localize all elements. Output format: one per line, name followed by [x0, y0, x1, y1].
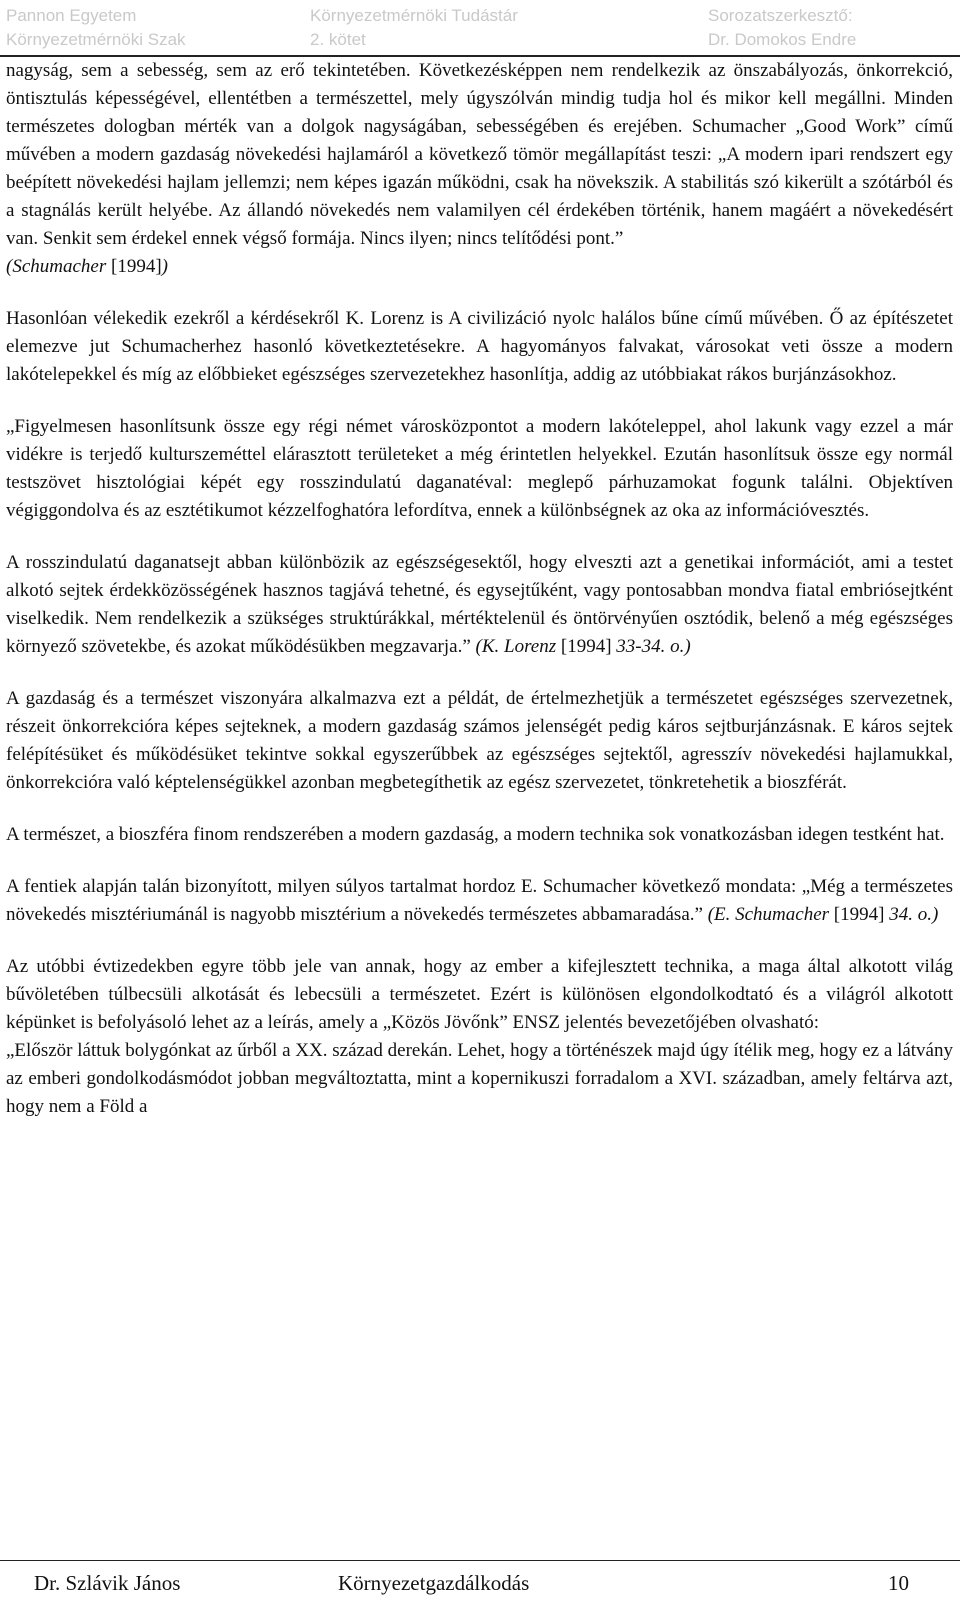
header-series-title: Környezetmérnöki Tudástár	[310, 6, 518, 25]
paragraph: „Figyelmesen hasonlítsunk össze egy régi német városközpontot a modern lakóteleppel, ahol lakunk vagy ezzel a már vidékre is terjedő kulturszeméttel elárasztott területeket a még érintetlen helyekkel. Ezután hasonlítsuk össze egy normál testszövet hisztológiai képét egy rosszindulatú daganatéval: meglepő párhuzamokat fogunk találni. Objektíven végiggondolva és az esztétikumot kézzelfoghatóra lefordítva, ennek a különbségnek az oka az információvesztés.	[6, 416, 953, 521]
page-header	[0, 0, 960, 52]
paragraph: Hasonlóan vélekedik ezekről a kérdésekről K. Lorenz is A civilizáció nyolc halálos bűne című művében. Ő az építészetet elemezve jut Schumacherhez hasonló következtetésekre. A hagyományos falvakat, városokat veti össze a modern lakótelepekkel és míg az előbbieket egészséges szervezetekhez hasonlítja, addig az utóbbiakat rákos burjánzásokhoz.	[6, 308, 953, 385]
header-series	[310, 4, 518, 52]
paragraph: Az utóbbi évtizedekben egyre több jele van annak, hogy az ember a kifejlesztett technika, a maga által alkotott világ bűvöletében túlbecsüli alkotását és lebecsüli a természetet. Ezért is különösen elgondolkodtató és a világról alkotott képünket is befolyásoló lehet az a leírás, amely a „Közös Jövőnk” ENSZ jelentés bevezetőjében olvasható:	[6, 956, 953, 1033]
page-footer	[0, 1560, 960, 1606]
citation: (K. Lorenz	[470, 636, 557, 657]
citation: (E. Schumacher	[702, 904, 830, 925]
paragraph: A fentiek alapján talán bizonyított, milyen súlyos tartalmat hordoz E. Schumacher következő mondata: „Még a természetes növekedés misztériumánál is nagyobb misztérium a növekedés természetes abbamaradása.” (E. Schumacher [1994] 34. o.)	[6, 876, 953, 925]
header-institution	[6, 4, 186, 52]
citation: (Schumacher	[6, 256, 107, 277]
header-university: Pannon Egyetem	[6, 6, 137, 25]
quote-paragraph: „Először láttuk bolygónkat az űrből a XX. század derekán. Lehet, hogy a történészek majd úgy ítélik meg, hogy ez a látvány az emberi gondolkodásmódot jobban megváltoztatta, mint a kopernikuszi forradalom a XVI. században, amely feltárva azt, hogy nem a Föld a	[6, 1040, 953, 1117]
page-number: 10	[888, 1571, 909, 1595]
page-body	[0, 57, 960, 1121]
paragraph: nagyság, sem a sebesség, sem az erő tekintetében. Következésképpen nem rendelkezik az önszabályozás, önkorrekció, öntisztulás képességével, ellentétben a természettel, mely úgyszólván mindig tudja hol és mikor kell megállni. Minden természetes dologban mérték van a dolgok nagyságában, sebességében és erejében. Schumacher „Good Work” című művében a modern gazdaság növekedési hajlamáról a következő tömör megállapítást teszi: „A modern ipari rendszert egy beépített növekedési hajlam jellemzi; nem képes igazán működni, csak ha növekszik. A stabilitás szó kikerült a szótárból és a stagnálás került helyébe. Az állandó növekedés nem valamilyen cél érdekében történik, hanem magáért a növekedésért van. Senkit sem érdekel ennek végső formája. Nincs ilyen; nincs telítődési pont.” (Schumacher [1994])	[6, 60, 953, 277]
footer-author: Dr. Szlávik János	[34, 1571, 181, 1595]
paragraph: A természet, a bioszféra finom rendszerében a modern gazdaság, a modern technika sok vonatkozásban idegen testként hat.	[6, 824, 945, 845]
paragraph: A gazdaság és a természet viszonyára alkalmazva ezt a példát, de értelmezhetjük a természetet egészséges szervezetnek, részeit önkorrekcióra képes sejteknek, a modern gazdaság számos jelenségét pedig káros sejtburjánzásnak. E káros sejtek felépítésüket és működésüket tekintve sokkal egyszerűbbek az egészséges sejtektől, agresszív növekedési hajlamukkal, önkorrekcióra való képtelenségükkel azonban megbetegíthetik az egész szervezetet, tönkretehetik a bioszférát.	[6, 688, 953, 793]
header-editor-name: Dr. Domokos Endre	[708, 30, 857, 49]
footer-title: Környezetgazdálkodás	[338, 1571, 530, 1595]
paragraph: A rosszindulatú daganatsejt abban különbözik az egészségesektől, hogy elveszti azt a genetikai információt, ami a testet alkotó sejtek érdekközösségének hasznos tagjává tehetné, és egysejtűként, vagy pontosabban mondva fiatal embriósejtként viselkedik. Nem rendelkezik a szükséges struktúrákkal, mértéktelenül és öntörvényűen osztódik, belenő a még egészséges környező szövetekbe, és azokat működésükben megzavarja.” (K. Lorenz [1994] 33-34. o.)	[6, 552, 953, 657]
header-editor	[708, 4, 856, 52]
header-editor-label: Sorozatszerkesztő:	[708, 6, 853, 25]
header-volume: 2. kötet	[310, 30, 366, 49]
header-faculty: Környezetmérnöki Szak	[6, 30, 186, 49]
